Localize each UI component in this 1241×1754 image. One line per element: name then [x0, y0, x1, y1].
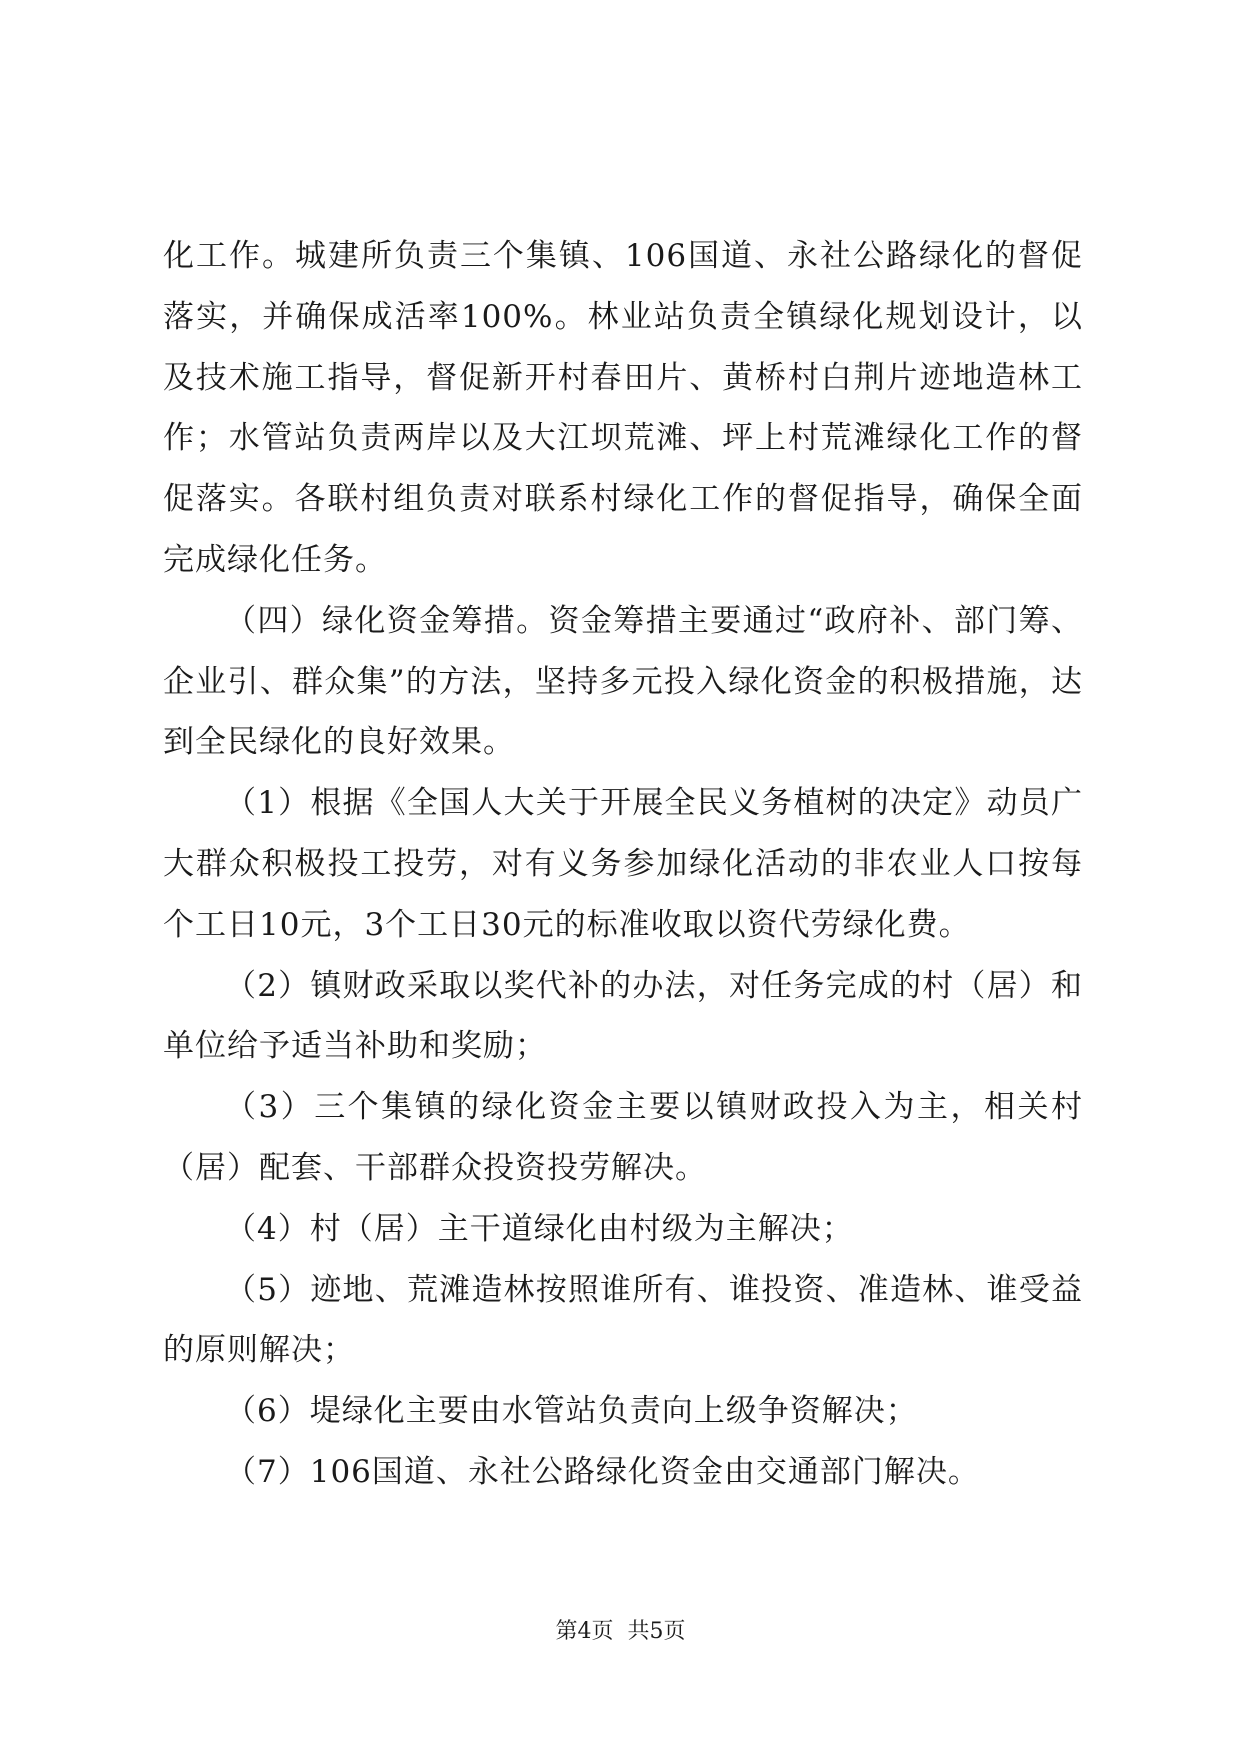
- current-page-number: 第4页: [555, 1619, 614, 1644]
- total-page-count: 共5页: [627, 1619, 686, 1644]
- document-body: [163, 226, 1083, 1503]
- paragraph-funding-item-4: （4）村（居）主干道绿化由村级为主解决；: [225, 1210, 854, 1247]
- page-footer: [0, 1617, 1241, 1647]
- paragraph-funding-item-5: （5）迹地、荒滩造林按照谁所有、谁投资、准造林、谁受益的原则解决；: [163, 1271, 1083, 1369]
- paragraph-funding-heading: （四）绿化资金筹措。资金筹措主要通过“政府补、部门筹、企业引、群众集”的方法，坚持多元投入绿化资金的积极措施，达到全民绿化的良好效果。: [163, 602, 1083, 761]
- paragraph-funding-item-2: （2）镇财政采取以奖代补的办法，对任务完成的村（居）和单位给予适当补助和奖励；: [163, 967, 1083, 1065]
- paragraph-greening-responsibilities: 化工作。城建所负责三个集镇、106国道、永社公路绿化的督促落实，并确保成活率100%。林业站负责全镇绿化规划设计，以及技术施工指导，督促新开村春田片、黄桥村白荆片迹地造林工作；水管站负责两岸以及大江坝荒滩、坪上村荒滩绿化工作的督促落实。各联村组负责对联系村绿化工作的督促指导，确保全面完成绿化任务。: [163, 238, 1083, 578]
- paragraph-funding-item-1: （1）根据《全国人大关于开展全民义务植树的决定》动员广大群众积极投工投劳，对有义务参加绿化活动的非农业人口按每个工日10元，3个工日30元的标准收取以资代劳绿化费。: [163, 785, 1083, 943]
- paragraph-funding-item-3: （3）三个集镇的绿化资金主要以镇财政投入为主，相关村（居）配套、干部群众投资投劳解决。: [163, 1089, 1083, 1186]
- paragraph-funding-item-6: （6）堤绿化主要由水管站负责向上级争资解决；: [225, 1393, 918, 1430]
- paragraph-funding-item-7: （7）106国道、永社公路绿化资金由交通部门解决。: [225, 1453, 980, 1490]
